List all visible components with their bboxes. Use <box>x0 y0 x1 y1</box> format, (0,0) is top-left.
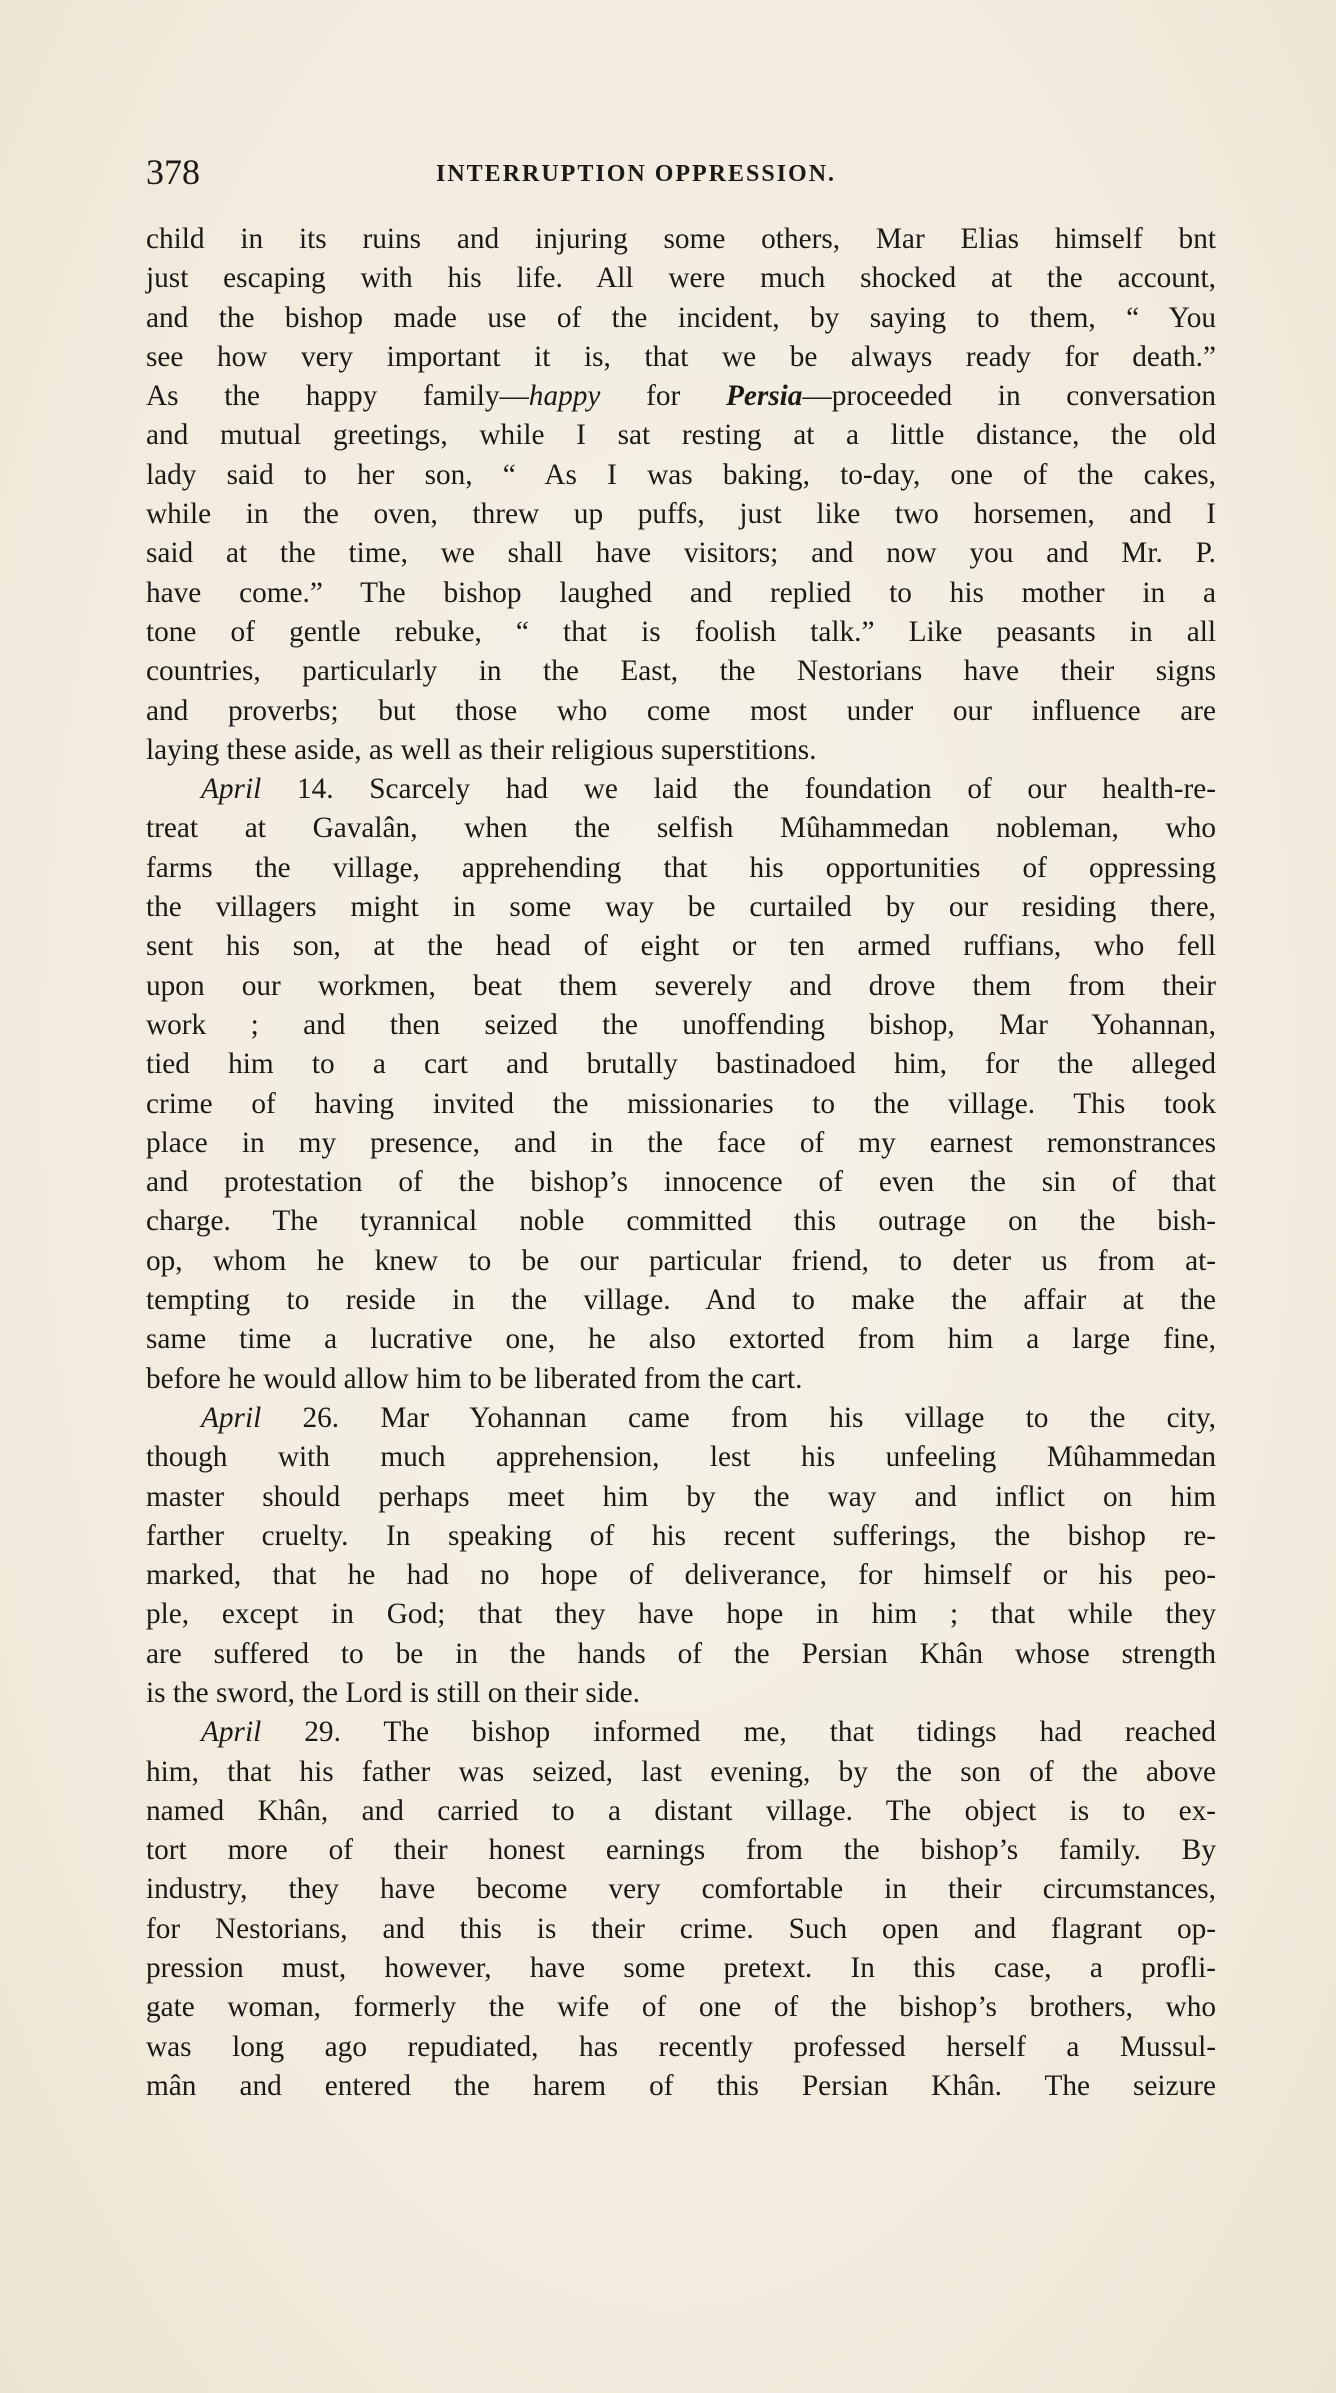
page-number: 378 <box>146 152 200 192</box>
text-line <box>146 1399 1216 1438</box>
text-segment: while in the oven, threw up puffs, just like two horsemen, and I <box>146 498 1216 531</box>
text-segment: marked, that he had no hope of deliverance, for himself or his peo- <box>146 1559 1216 1592</box>
text-segment: tort more of their honest earnings from the bishop’s family. By <box>146 1834 1216 1867</box>
text-line <box>146 1478 1216 1517</box>
text-line <box>146 456 1216 495</box>
text-line <box>146 338 1216 377</box>
text-line <box>146 534 1216 573</box>
text-line <box>146 770 1216 809</box>
text-line <box>146 1085 1216 1124</box>
text-line <box>146 259 1216 298</box>
text-segment: mân and entered the harem of this Persian Khân. The seizure <box>146 2069 1216 2102</box>
emphasis-text: April <box>201 773 262 806</box>
text-line <box>146 1163 1216 1202</box>
text-segment: place in my presence, and in the face of my earnest remonstrances <box>146 1126 1216 1159</box>
text-line <box>146 1517 1216 1556</box>
text-segment: 29. The bishop informed me, that tidings had reached <box>261 1716 1216 1749</box>
text-line <box>146 1360 1216 1399</box>
text-line <box>146 1635 1216 1674</box>
body-text <box>146 220 1216 2106</box>
text-segment: have come.” The bishop laughed and replied to his mother in a <box>146 576 1216 609</box>
text-segment: tone of gentle rebuke, “ that is foolish talk.” Like peasants in all <box>146 615 1216 648</box>
text-line <box>146 967 1216 1006</box>
text-line <box>146 574 1216 613</box>
emphasis-text: April <box>201 1716 262 1749</box>
text-line <box>146 416 1216 455</box>
text-segment: farther cruelty. In speaking of his recent sufferings, the bishop re- <box>146 1519 1216 1552</box>
text-line <box>146 1595 1216 1634</box>
text-segment: op, whom he knew to be our particular friend, to deter us from at- <box>146 1244 1216 1277</box>
text-line <box>146 1792 1216 1831</box>
emphasis-text: April <box>201 1401 262 1434</box>
emphasis-text: happy <box>528 380 601 413</box>
text-segment: are suffered to be in the hands of the Persian Khân whose strength <box>146 1637 1216 1670</box>
text-line <box>146 377 1216 416</box>
text-line <box>146 1831 1216 1870</box>
text-segment: lady said to her son, “ As I was baking, to-day, one of the cakes, <box>146 458 1216 491</box>
text-segment: master should perhaps meet him by the way and inflict on him <box>146 1480 1216 1513</box>
text-segment: is the sword, the Lord is still on their side. <box>146 1676 640 1709</box>
text-line <box>146 849 1216 888</box>
text-segment: him, that his father was seized, last evening, by the son of the above <box>146 1755 1216 1788</box>
text-segment: the villagers might in some way be curtailed by our residing there, <box>146 891 1216 924</box>
emphasis-text: Persia <box>725 380 803 413</box>
text-segment: before he would allow him to be liberated from the cart. <box>146 1362 803 1395</box>
text-segment: —proceeded in conversation <box>802 380 1216 413</box>
text-segment: ple, except in God; that they have hope in him ; that while they <box>146 1598 1216 1631</box>
text-segment: crime of having invited the missionaries to the village. This took <box>146 1087 1216 1120</box>
text-line <box>146 495 1216 534</box>
text-segment: 14. Scarcely had we laid the foundation of our health-re- <box>261 773 1216 806</box>
text-line <box>146 731 1216 770</box>
text-segment: though with much apprehension, lest his unfeeling Mûhammedan <box>146 1441 1216 1474</box>
page-header <box>146 150 1216 194</box>
text-line <box>146 1320 1216 1359</box>
text-segment: charge. The tyrannical noble committed this outrage on the bish- <box>146 1205 1216 1238</box>
running-head: INTERRUPTION OPPRESSION. <box>436 161 837 187</box>
text-line <box>146 1281 1216 1320</box>
text-line <box>146 1556 1216 1595</box>
text-segment: work ; and then seized the unoffending bishop, Mar Yohannan, <box>146 1008 1216 1041</box>
text-line <box>146 1006 1216 1045</box>
text-segment: same time a lucrative one, he also extorted from him a large fine, <box>146 1323 1216 1356</box>
text-segment: tempting to reside in the village. And to make the affair at the <box>146 1284 1216 1317</box>
text-line <box>146 888 1216 927</box>
text-line <box>146 927 1216 966</box>
text-line <box>146 1870 1216 1909</box>
text-line <box>146 220 1216 259</box>
text-line <box>146 809 1216 848</box>
text-line <box>146 1045 1216 1084</box>
text-segment: and mutual greetings, while I sat resting at a little distance, the old <box>146 419 1216 452</box>
text-segment: upon our workmen, beat them severely and drove them from their <box>146 969 1216 1002</box>
text-line <box>146 1910 1216 1949</box>
text-line <box>146 1949 1216 1988</box>
text-line <box>146 1202 1216 1241</box>
text-line <box>146 299 1216 338</box>
text-segment: was long ago repudiated, has recently professed herself a Mussul- <box>146 2030 1216 2063</box>
text-line <box>146 692 1216 731</box>
text-segment: and protestation of the bishop’s innocence of even the sin of that <box>146 1166 1216 1199</box>
text-line <box>146 1124 1216 1163</box>
text-line <box>146 613 1216 652</box>
text-segment: and proverbs; but those who come most under our influence are <box>146 694 1216 727</box>
text-segment: see how very important it is, that we be always ready for death.” <box>146 340 1216 373</box>
text-segment: for Nestorians, and this is their crime. Such open and flagrant op- <box>146 1912 1216 1945</box>
text-line <box>146 1713 1216 1752</box>
text-segment: child in its ruins and injuring some others, Mar Elias himself bnt <box>146 223 1216 255</box>
text-line <box>146 1242 1216 1281</box>
text-segment: sent his son, at the head of eight or ten armed ruffians, who fell <box>146 930 1216 963</box>
text-segment: laying these aside, as well as their religious superstitions. <box>146 733 817 766</box>
text-segment: just escaping with his life. All were much shocked at the account, <box>146 262 1216 295</box>
text-segment: farms the village, apprehending that his opportunities of oppressing <box>146 851 1216 884</box>
text-segment: for <box>600 380 726 413</box>
text-segment: gate woman, formerly the wife of one of the bishop’s brothers, who <box>146 1991 1216 2024</box>
text-segment: 26. Mar Yohannan came from his village to the city, <box>261 1401 1216 1434</box>
text-line <box>146 1438 1216 1477</box>
text-line <box>146 2067 1216 2106</box>
text-segment: pression must, however, have some pretext. In this case, a profli- <box>146 1952 1216 1985</box>
text-line <box>146 652 1216 691</box>
text-line <box>146 2028 1216 2067</box>
text-segment: countries, particularly in the East, the Nestorians have their signs <box>146 655 1216 688</box>
text-segment: tied him to a cart and brutally bastinadoed him, for the alleged <box>146 1048 1216 1081</box>
text-segment: said at the time, we shall have visitors; and now you and Mr. P. <box>146 537 1216 570</box>
text-segment: and the bishop made use of the incident, by saying to them, “ You <box>146 301 1216 334</box>
text-segment: named Khân, and carried to a distant village. The object is to ex- <box>146 1794 1216 1827</box>
text-line <box>146 1753 1216 1792</box>
text-segment: treat at Gavalân, when the selfish Mûhammedan nobleman, who <box>146 812 1216 845</box>
text-segment: industry, they have become very comfortable in their circumstances, <box>146 1873 1216 1906</box>
text-line <box>146 1674 1216 1713</box>
text-segment: As the happy family— <box>146 380 529 413</box>
text-line <box>146 1988 1216 2027</box>
